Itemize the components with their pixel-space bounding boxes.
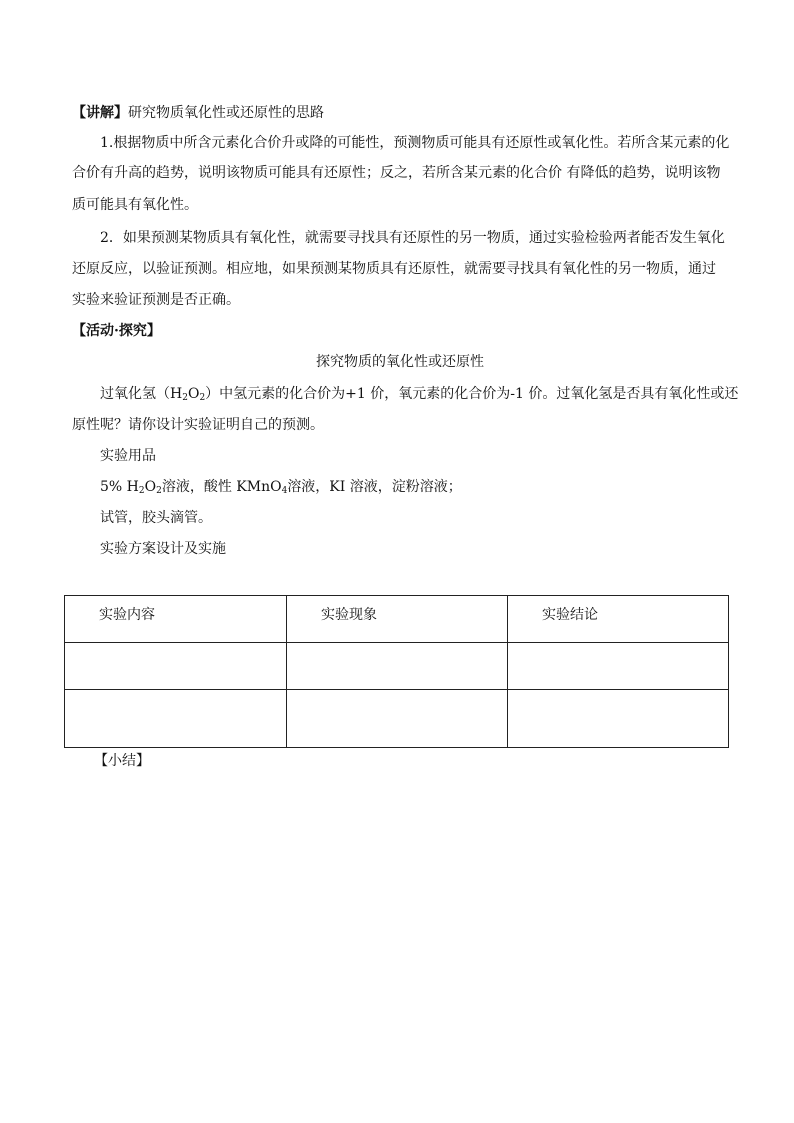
table-row [65, 690, 729, 748]
apparatus-line: 试管，胶头滴管。 [100, 510, 212, 526]
reagents-text-a: 5% H [100, 479, 139, 495]
summary-heading: 【小结】 [94, 753, 150, 769]
reagents-text-d: 溶液，KI 溶液，淀粉溶液； [287, 479, 462, 495]
explain-heading-label: 【讲解】 [72, 105, 128, 121]
reagents-subscript-2: 2 [156, 486, 162, 496]
explain-p2-line2: 还原反应，以验证预测。相应地，如果预测某物质具有还原性，就需要寻找具有氧化性的另一物质，通过 [72, 261, 716, 277]
explain-heading [72, 103, 732, 123]
table-header-cell [508, 596, 729, 643]
table-cell [508, 690, 729, 748]
table-header-cell [65, 596, 287, 643]
reagents-text-b: O [144, 479, 157, 495]
table-cell [287, 690, 508, 748]
explain-heading-text: 研究物质氧化性或还原性的思路 [128, 105, 324, 121]
activity-heading: 【活动·探究】 [72, 323, 161, 339]
table-cell [287, 643, 508, 690]
explain-p1-line3: 质可能具有氧化性。 [72, 197, 198, 213]
activity-intro-line2: 原性呢？请你设计实验证明自己的预测。 [72, 417, 324, 433]
table-cell [508, 643, 729, 690]
intro-subscript-1: 2 [182, 393, 188, 403]
table-cell [65, 690, 287, 748]
intro-text-c: ）中氢元素的化合价为+1 价，氧元素的化合价为-1 价。过氧化氢是否具有氧化性或还 [205, 386, 739, 402]
intro-text-b: O [187, 386, 200, 402]
explain-p2-line3: 实验来验证预测是否正确。 [72, 292, 240, 308]
table-row [65, 643, 729, 690]
header-experiment-conclusion: 实验结论 [542, 607, 598, 623]
explain-p2-line1: 2．如果预测某物质具有氧化性，就需要寻找具有还原性的另一物质，通过实验检验两者能否发生氧化 [100, 230, 725, 246]
reagents-subscript-1: 2 [138, 486, 145, 496]
explain-p1-line2: 合价有升高的趋势，说明该物质可能具有还原性；反之，若所含某元素的化合价 有降低的趋势，说明该物 [72, 165, 721, 181]
explain-p1-line1: 1.根据物质中所含元素化合价升或降的可能性，预测物质可能具有还原性或氧化性。若所含某元素的化 [100, 135, 730, 151]
materials-heading: 实验用品 [100, 448, 156, 464]
table-cell [65, 643, 287, 690]
table-header-row [65, 596, 729, 643]
intro-subscript-2: 2 [199, 393, 206, 403]
header-experiment-content: 实验内容 [99, 607, 155, 623]
reagents-line [100, 477, 760, 497]
experiment-table [64, 595, 729, 748]
activity-title: 探究物质的氧化性或还原性 [316, 354, 484, 370]
design-heading: 实验方案设计及实施 [100, 541, 226, 557]
activity-intro-line1 [100, 384, 760, 404]
header-experiment-phenomenon: 实验现象 [321, 607, 377, 623]
table-header-cell [287, 596, 508, 643]
reagents-text-c: 溶液，酸性 KMnO [161, 479, 282, 495]
reagents-subscript-3: 4 [281, 486, 288, 496]
intro-text-a: 过氧化氢（H [100, 386, 183, 402]
